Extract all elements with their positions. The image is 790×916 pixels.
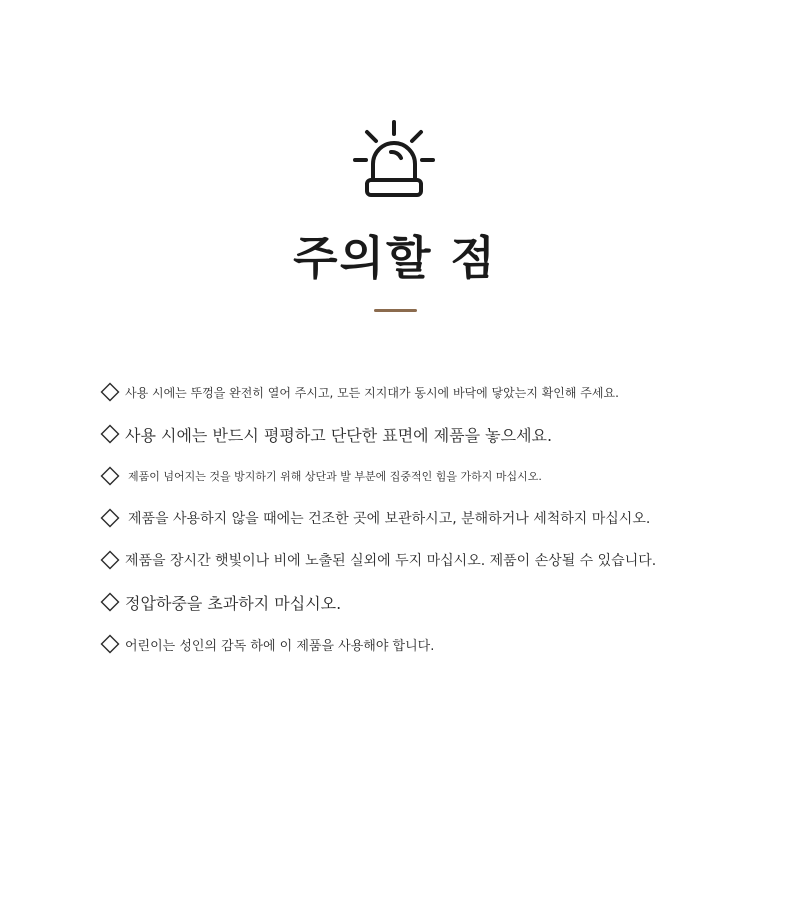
siren-icon: [351, 118, 437, 200]
diamond-icon: [100, 382, 120, 402]
caution-text: 제품을 장시간 햇빛이나 비에 노출된 실외에 두지 마십시오. 제품이 손상될 수 있습니다.: [125, 553, 657, 569]
caution-item: [100, 632, 780, 656]
diamond-icon: [100, 424, 120, 444]
caution-text: 제품을 사용하지 않을 때에는 건조한 곳에 보관하시고, 분해하거나 세척하지 마십시오.: [128, 511, 651, 527]
diamond-icon: [100, 466, 120, 486]
caution-text: 사용 시에는 뚜껑을 완전히 열어 주시고, 모든 지지대가 동시에 바닥에 닿았는지 확인해 주세요.: [125, 385, 619, 400]
diamond-icon: [100, 550, 120, 570]
page-title: 주의할 점: [293, 231, 497, 285]
caution-item: [100, 548, 780, 572]
caution-item: [100, 421, 780, 447]
caution-item: [100, 590, 780, 614]
caution-item: [100, 464, 780, 488]
diamond-icon: [100, 634, 120, 654]
title-divider: [374, 309, 417, 312]
caution-item: [100, 506, 780, 530]
caution-text: 제품이 넘어지는 것을 방지하기 위해 상단과 발 부분에 집중적인 힘을 가하지 마십시오.: [128, 470, 542, 483]
caution-text: 어린이는 성인의 감독 하에 이 제품을 사용해야 합니다.: [125, 638, 435, 654]
caution-item: [100, 380, 780, 404]
caution-text: 사용 시에는 반드시 평평하고 단단한 표면에 제품을 놓으세요.: [125, 425, 553, 445]
diamond-icon: [100, 592, 120, 612]
caution-text: 정압하중을 초과하지 마십시오.: [125, 593, 342, 613]
diamond-icon: [100, 508, 120, 528]
